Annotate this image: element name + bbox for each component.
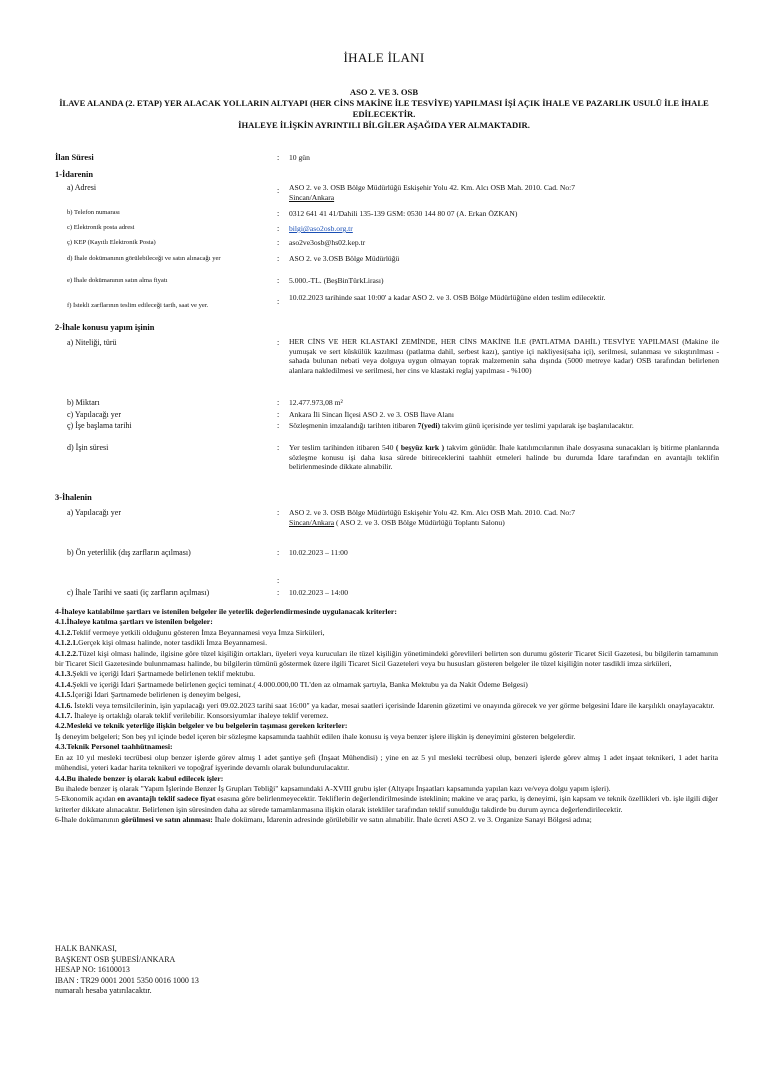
d-pre: Sözleşmenin imzalandığı tarihten itibaren — [289, 421, 418, 430]
s413 — [55, 669, 718, 679]
s44-title: 4.4.Bu ihalede benzer iş olarak kabul edilecek işler: — [55, 773, 224, 783]
s3-a-label: a) Yapılacağı yer — [67, 508, 121, 517]
s1-e-label: d) İhale dokümanının görülebileceği ve satın alınacağı yer — [67, 255, 221, 262]
d-bold: 7(yedi) — [417, 421, 440, 430]
colon: : — [277, 576, 280, 585]
colon: : — [277, 398, 280, 407]
s1-a-value — [289, 183, 719, 202]
item-text: Tüzel kişi olması halinde, ilgisine göre tüzel kişiliğin ortakları, üyeleri veya kurucuları ile tüzel kişiliğin yönetimindeki görevlileri belirten son durumu gösterir Ticaret Sicil Gazetesi, bu bilgilerin tamamının bir Ticaret Sicil Gazetesinde bulunmaması halinde, bu bilgilerin tümünü göstermek üzere ilgili Ticaret Sicil Gazeteleri veya bu hususları gösteren belgeler ile tüzel kişiliğin noter tasdikli imza sirküleri, — [55, 648, 718, 669]
item-number: 4.1.2.2. — [55, 648, 79, 658]
item-number: 4.1.4. — [55, 679, 73, 689]
s43-text: En az 10 yıl mesleki tecrübesi olup benzer işlerde görev almış 1 adet şantiye şefi (İnşaat Mühendisi) ; yine en az 5 yıl mesleki tecrübesi olup, benzeri işlerde görev almış 1 adet inşaat teknikeri, 1 adet harita mühendisi, yeteri kadar harita teknikeri ve topoğraf işyerinde devamlı olarak bulundurulacaktır. — [55, 752, 718, 773]
s5-pre: 5-Ekonomik açıdan — [55, 794, 118, 804]
item-text: Şekli ve içeriği İdari Şartnamede belirlenen geçici teminat.( 4.000.000,00 TL'den az olmamak şartıyla, Banka Mektubu ya da Nakit Ödeme Belgesi) — [72, 679, 528, 689]
s43-title: 4.3.Teknik Personel taahhütnamesi: — [55, 742, 173, 752]
s42-text: İş deneyim belgeleri; Son beş yıl içinde bedel içeren bir sözleşme kapsamında taahhüt edilen ihale konusu iş veya benzer işlere ilişkin iş deneyimini gösteren belgelerdir. — [55, 731, 576, 741]
s1-d-label: ç) KEP (Kayıtlı Elektronik Posta) — [67, 239, 156, 246]
section-1-title: 1-İdarenin — [55, 170, 94, 179]
section-4-body — [55, 607, 718, 826]
s416 — [55, 701, 718, 711]
item-text: Şekli ve içeriği İdari Şartnamede belirlenen teklif mektubu. — [72, 669, 256, 679]
s1-c-label: c) Elektronik posta adresi — [67, 224, 135, 231]
item-number: 4.1.6. — [55, 700, 73, 710]
colon: : — [277, 238, 280, 247]
bank-iban: IBAN : TR29 0001 2001 5350 0016 1000 13 — [55, 975, 199, 985]
item-number: 4.1.2.1. — [55, 638, 79, 648]
s6 — [55, 815, 718, 825]
s1-f-label: e) İhale dokümanının satın alma fiyatı — [67, 277, 168, 284]
s1-d-value: aso2ve3osb@hs02.kep.tr — [289, 238, 366, 247]
s1-b-label: b) Telefon numarası — [67, 209, 120, 216]
colon: : — [277, 224, 280, 233]
colon: : — [277, 276, 280, 285]
item-number: 4.1.7. — [55, 711, 73, 721]
header-line-3: İHALEYE İLİŞKİN AYRINTILI BİLGİLER AŞAĞIDA YER ALMAKTADIR. — [238, 120, 530, 130]
s3-c-value: 10.02.2023 – 14:00 — [289, 588, 349, 597]
colon: : — [277, 508, 280, 517]
colon: : — [277, 338, 280, 347]
s2-d-value — [289, 421, 719, 431]
s1-a-label: a) Adresi — [67, 183, 97, 192]
s412 — [55, 628, 718, 638]
item-number: 4.1.2. — [55, 627, 73, 637]
bank-name: HALK BANKASI, — [55, 944, 117, 953]
s1-b-value: 0312 641 41 41/Dahili 135-139 GSM: 0530 144 80 07 (A. Erkan ÖZKAN) — [289, 209, 518, 218]
colon: : — [277, 209, 280, 218]
email-link[interactable]: bilgi@aso2osb.org.tr — [289, 224, 353, 233]
s4122 — [55, 649, 718, 670]
item-text: İstekli veya temsilcilerinin, işin yapılacağı yeri 09.02.2023 tarihi saat 16:00" ya kadar, mesai saatleri içerisinde İdarenin gözetimi ve onayında görecek ve yer görme belgesini İdare ile karşılıklı onaylayacaktır. — [72, 700, 715, 710]
s414 — [55, 680, 718, 690]
bank-account-no: HESAP NO: 16100013 — [55, 965, 130, 975]
s2-d-label: ç) İşe başlama tarihi — [67, 421, 132, 430]
section-4-title: 4-İhaleye katılabilme şartları ve istenilen belgeler ile yeterlik değerlendirmesinde uygulanacak kriterler: — [55, 607, 397, 616]
s5-bold: en avantajlı teklif sadece fiyat — [117, 794, 216, 804]
s2-c-value: Ankara İli Sincan İlçesi ASO 2. ve 3. OSB İlave Alanı — [289, 410, 454, 419]
s4121 — [55, 638, 718, 648]
item-number: 4.1.3. — [55, 669, 73, 679]
s2-b-label: b) Miktarı — [67, 398, 100, 407]
bank-note: numaralı hesaba yatırılacaktır. — [55, 986, 152, 996]
s1-f-value: 5.000.-TL. (BeşBinTürkLirası) — [289, 276, 384, 285]
colon: : — [277, 153, 280, 162]
bank-branch: BAŞKENT OSB ŞUBESİ/ANKARA — [55, 954, 176, 964]
s1-g-label: f) İstekli zarflarının teslim edileceği tarih, saat ve yer. — [67, 302, 209, 309]
s2-e-label: d) İşin süresi — [67, 443, 109, 452]
colon: : — [277, 186, 280, 195]
s1-g-value: 10.02.2023 tarihinde saat 10:00' a kadar ASO 2. ve 3. OSB Bölge Müdürlüğüne elden teslim edilecektir. — [289, 293, 606, 302]
s5 — [55, 794, 718, 815]
s1-e-value: ASO 2. ve 3.OSB Bölge Müdürlüğü — [289, 254, 400, 263]
item-text: İhaleye iş ortaklığı olarak teklif verilebilir. Konsorsiyumlar ihaleye teklif veremez. — [72, 711, 329, 721]
colon: : — [277, 443, 280, 452]
s6-post: İhale dokümanı, İdarenin adresinde görülebilir ve satın alınabilir. İhale ücreti ASO 2. ve 3. Organize Sanayi Bölgesi adına; — [212, 815, 592, 825]
s2-c-label: c) Yapılacağı yer — [67, 410, 121, 419]
s42-title: 4.2.Mesleki ve teknik yeterliğe ilişkin belgeler ve bu belgelerin taşıması gereken kriterler: — [55, 721, 348, 731]
e-post: takvim günüdür. İhale katılımcılarının ihale dosyasına sunacakları iş bitirme planlarında sözleşme konusu işi daha kısa sürede bitireceklerini taahhüt etmeleri halinde bu durumda İdare tarafından en avantajlı teklifin belirlenmesinde dikkate alınabilir. — [289, 443, 720, 472]
item-text: Teklif vermeye yetkili olduğunu gösteren İmza Beyannamesi veya İmza Sirküleri, — [72, 627, 325, 637]
s44-text: Bu ihalede benzer iş olarak "Yapım İşlerinde Benzer İş Grupları Tebliği" kapsamındaki A-XVIII grubu işler (Altyapı İnşaatları kapsamında yapılan kazı ve/veya dolgu yapım işleri). — [55, 783, 611, 793]
d-post: takvim günü içerisinde yer teslimi yapılarak işe başlanılacaktır. — [440, 421, 634, 430]
colon: : — [277, 421, 280, 430]
s6-pre: 6-İhale dokümanının — [55, 815, 122, 825]
ilan-suresi-value: 10 gün — [289, 153, 310, 162]
s3-b-value: 10.02.2023 – 11:00 — [289, 548, 348, 557]
bank-info — [55, 944, 199, 997]
item-text: İçeriği İdari Şartnamede belirlenen iş deneyim belgesi, — [72, 690, 241, 700]
colon: : — [277, 297, 280, 306]
s417 — [55, 711, 718, 721]
document-header — [50, 87, 718, 131]
s1-c-value-wrap — [289, 224, 719, 234]
s3-address-rest: ( ASO 2. ve 3. OSB Bölge Müdürlüğü Toplantı Salonu) — [334, 517, 505, 527]
item-number: 4.1.5. — [55, 690, 73, 700]
s3-address-line-1: ASO 2. ve 3. OSB Bölge Müdürlüğü Eskişehir Yolu 42. Km. Alcı OSB Mah. 2010. Cad. No:7 — [289, 508, 576, 517]
e-pre: Yer teslim tarihinden itibaren 540 — [289, 443, 396, 452]
ilan-suresi-label: İlan Süresi — [55, 153, 94, 162]
s415 — [55, 690, 718, 700]
section-3-title: 3-İhalenin — [55, 493, 92, 502]
colon: : — [277, 548, 280, 557]
s41-title: 4.1.İhaleye katılma şartları ve istenilen belgeler: — [55, 617, 213, 627]
s2-a-label: a) Niteliği, türü — [67, 338, 117, 347]
colon: : — [277, 588, 280, 597]
colon: : — [277, 254, 280, 263]
s3-city: Sincan/Ankara — [289, 517, 335, 527]
s3-c-label: c) İhale Tarihi ve saati (iç zarfların açılması) — [67, 588, 210, 597]
address-city: Sincan/Ankara — [289, 192, 335, 202]
item-text: Gerçek kişi olması halinde, noter tasdikli İmza Beyannamesi. — [78, 638, 267, 648]
s6-bold: görülmesi ve satın alınması: — [121, 815, 213, 825]
s2-a-value: HER CİNS VE HER KLASTAKİ ZEMİNDE, HER CİNS MAKİNE İLE (PATLATMA DAHİL) TESVİYE YAPILMASI (Makine ile yumuşak ve sert küskülük kazılması (patlatma dahil, serbest kazı), şantiye içi nakliyesi(saha içi), serilmesi, sulanması ve sıkıştırılması - sahada bulunan nebati veya dolguya uygun olmayan toprak malzemenin saha dışında (5000 metreye kadar) OSB tarafından belirlenen alanlara nakledilmesi ve serilmesi, her cins ve klastaki reglaj yapılması - %100) — [289, 337, 719, 375]
s2-e-value — [289, 443, 719, 472]
header-line-2: İLAVE ALANDA (2. ETAP) YER ALACAK YOLLARIN ALTYAPI (HER CİNS MAKİNE İLE TESVİYE) YAPILMASI İŞİ AÇIK İHALE VE PAZARLIK USULÜ İLE İHALE EDİLECEKTİR. — [59, 98, 709, 119]
colon: : — [277, 410, 280, 419]
address-line-1: ASO 2. ve 3. OSB Bölge Müdürlüğü Eskişehir Yolu 42. Km. Alcı OSB Mah. 2010. Cad. No:7 — [289, 183, 576, 192]
s3-a-value — [289, 508, 719, 527]
s3-b-label: b) Ön yeterlilik (dış zarfların açılması) — [67, 548, 191, 557]
s2-b-value: 12.477.973,08 m² — [289, 398, 343, 407]
section-2-title: 2-İhale konusu yapım işinin — [55, 323, 155, 332]
e-bold: ( beşyüz kırk ) — [395, 443, 445, 452]
header-line-1: ASO 2. VE 3. OSB — [349, 87, 419, 97]
page-title: İHALE İLANI — [343, 50, 425, 65]
s5-post: esasına göre belirlenmeyecektir. Tekliflerin değerlendirilmesinde isteklinin; makine ve araç parkı, iş deneyimi, işin kapsam ve teknik özellikleri vb. işle ilgili diğer kriterler dikkate alınacaktır. Belirlenen işin süresinden daha az sürede tamamlanmasına ilişkin olarak istekliler tarafından teklif sunulduğu takdirde bu durum ayrıca değerlendirilecektir. — [55, 794, 718, 814]
